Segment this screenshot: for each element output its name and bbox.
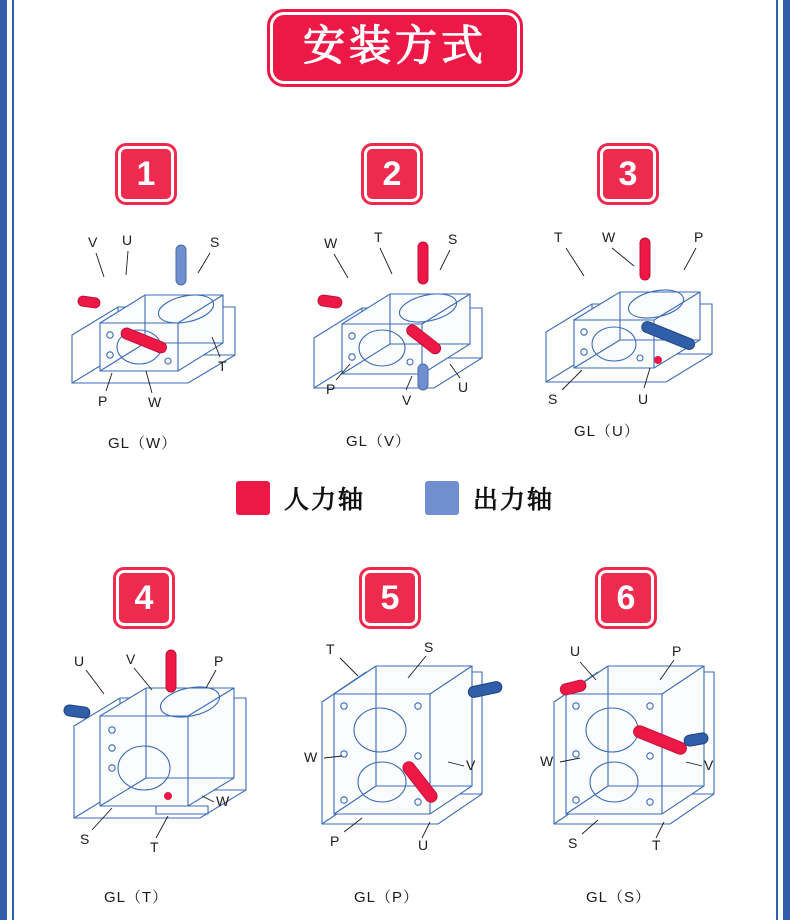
- figure-5-caption: GL（P）: [354, 889, 420, 906]
- figure-2-gearbox: [300, 212, 530, 417]
- figure-6-gearbox: [524, 640, 764, 855]
- figure-4-gearbox: [56, 648, 291, 858]
- blue-square-swatch: [425, 481, 459, 515]
- figure-2-label-V: V: [402, 392, 412, 408]
- figure-4-caption: GL（T）: [104, 889, 169, 906]
- figure-4-label-P: P: [214, 653, 224, 669]
- figure-5-label-S: S: [424, 639, 434, 655]
- figure-1-gearbox: [60, 215, 290, 415]
- figure-1-label-S: S: [210, 234, 220, 250]
- legend: [0, 480, 790, 516]
- figure-4-label-T: T: [150, 839, 159, 855]
- figure-2-label-S: S: [448, 231, 458, 247]
- left-rail-decoration: [0, 0, 7, 920]
- figure-badge-4: 4: [116, 570, 172, 626]
- figure-6-caption: GL（S）: [586, 889, 652, 906]
- legend-label-output-shaft: 出力轴: [473, 486, 555, 514]
- figure-2-caption: GL（V）: [346, 433, 412, 450]
- figure-2-label-T: T: [374, 229, 383, 245]
- figure-6-label-U: U: [570, 643, 581, 659]
- figure-1-label-V: V: [88, 234, 98, 250]
- figure-4-label-S: S: [80, 831, 90, 847]
- figure-5-label-W: W: [304, 749, 318, 765]
- figure-5-label-T: T: [326, 641, 335, 657]
- figure-6-label-S: S: [568, 835, 578, 851]
- figure-6-label-W: W: [540, 753, 554, 769]
- left-rail-inner-decoration: [12, 0, 14, 920]
- figure-2-label-U: U: [458, 379, 469, 395]
- right-rail-decoration: [783, 0, 790, 920]
- figure-3-label-T: T: [554, 229, 563, 245]
- figure-4-label-W: W: [216, 793, 230, 809]
- figure-badge-6: 6: [598, 570, 654, 626]
- figure-1-label-U: U: [122, 232, 133, 248]
- figure-2-label-W: W: [324, 235, 338, 251]
- figure-badge-5: 5: [362, 570, 418, 626]
- figure-1-label-T: T: [218, 358, 227, 374]
- figure-badge-2: 2: [364, 146, 420, 202]
- figure-6-label-T: T: [652, 837, 661, 853]
- figure-3-label-U: U: [638, 391, 649, 407]
- figure-3-label-S: S: [548, 391, 558, 407]
- figure-3-caption: GL（U）: [574, 423, 640, 440]
- figure-4-label-V: V: [126, 651, 136, 667]
- figure-4-label-U: U: [74, 653, 85, 669]
- figure-1-label-P: P: [98, 393, 108, 409]
- figure-6-label-V: V: [704, 757, 714, 773]
- figure-badge-3: 3: [600, 146, 656, 202]
- red-square-swatch: [236, 481, 270, 515]
- figure-6-label-P: P: [672, 643, 682, 659]
- figure-5-label-P: P: [330, 833, 340, 849]
- page-title: 安装方式: [270, 12, 520, 84]
- figure-badge-1: 1: [118, 146, 174, 202]
- figure-1-caption: GL（W）: [108, 435, 178, 452]
- title-container: [0, 12, 790, 84]
- figure-3-label-P: P: [694, 229, 704, 245]
- figure-1-label-W: W: [148, 394, 162, 410]
- figure-3-label-W: W: [602, 229, 616, 245]
- legend-label-input-shaft: 人力轴: [283, 486, 365, 514]
- figure-5-label-V: V: [466, 757, 476, 773]
- figure-5-gearbox: [296, 636, 531, 851]
- legend-item-output-shaft: [425, 480, 554, 516]
- figure-2-label-P: P: [326, 381, 336, 397]
- figure-5-label-U: U: [418, 837, 429, 853]
- legend-item-input-shaft: [236, 480, 365, 516]
- figure-3-gearbox: [528, 212, 763, 412]
- right-rail-inner-decoration: [776, 0, 778, 920]
